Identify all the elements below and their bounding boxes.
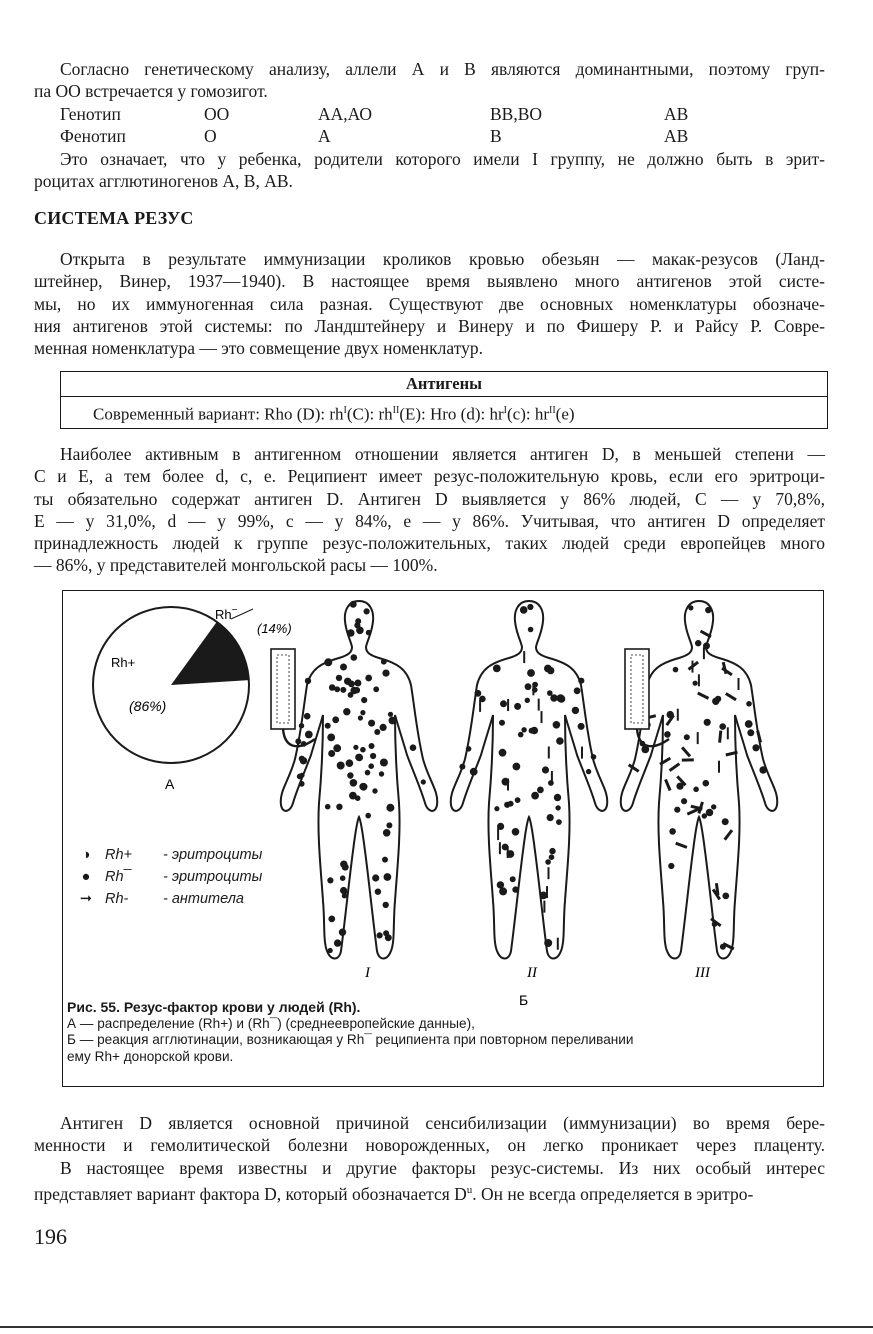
- table-cell: ВВ,ВО: [490, 104, 543, 124]
- erythrocyte-dot: [375, 889, 381, 895]
- genotype-table: [60, 103, 760, 147]
- erythrocyte-dot: [346, 759, 354, 767]
- pie-pct-rh-positive: (86%): [129, 698, 167, 714]
- erythrocyte-dot: [353, 745, 358, 750]
- table-row: [60, 125, 760, 147]
- antigens-table: [60, 371, 828, 429]
- text-line: па ОО встречается у гомозигот.: [34, 81, 268, 102]
- text-line: В настоящее время известны и другие факторы резус-системы. Из них особый интерес: [60, 1157, 825, 1178]
- erythrocyte-dot: [470, 768, 478, 776]
- erythrocyte-dot: [500, 700, 507, 707]
- text-line: ния антигенов этой системы: по Ландштейнеру и Винеру и по Фишеру Р. и Райсу Р. Совре-: [34, 315, 825, 336]
- erythrocyte-dot: [722, 818, 729, 825]
- erythrocyte-dot: [518, 732, 524, 738]
- text-line: менности и гемолитической болезни новорожденных, он легко проникает через плаценту.: [34, 1135, 825, 1156]
- erythrocyte-dot: [702, 813, 707, 818]
- erythrocyte-dot: [389, 717, 397, 725]
- text-fragment: представляет вариант фактора D, который обозначается D: [34, 1183, 467, 1204]
- pie-pct-rh-negative: (14%): [257, 621, 292, 636]
- legend-key: Rh+: [105, 847, 133, 863]
- antigens-part: (c): hr: [506, 404, 549, 424]
- erythrocyte-dot: [557, 694, 565, 702]
- erythrocyte-dot: [361, 697, 367, 703]
- erythrocyte-dot: [337, 762, 345, 770]
- erythrocyte-dot: [547, 690, 553, 696]
- superscript: II: [392, 405, 400, 416]
- erythrocyte-dot: [384, 873, 392, 881]
- erythrocyte-dot: [383, 829, 391, 837]
- table-row: [60, 103, 760, 125]
- erythrocyte-dot: [555, 805, 560, 810]
- erythrocyte-dot: [372, 874, 379, 881]
- erythrocyte-dot: [377, 932, 383, 938]
- erythrocyte-dot: [532, 687, 538, 693]
- erythrocyte-dot: [529, 728, 535, 734]
- erythrocyte-dot: [554, 794, 561, 801]
- erythrocyte-dot: [340, 664, 347, 671]
- arrow-icon: ➞: [79, 891, 93, 907]
- erythrocyte-dot: [380, 724, 387, 731]
- erythrocyte-dot: [324, 658, 332, 666]
- erythrocyte-dot: [544, 939, 552, 947]
- erythrocyte-dot: [720, 944, 726, 950]
- erythrocyte-dot: [719, 723, 726, 730]
- table-cell: ОО: [204, 104, 230, 124]
- erythrocyte-dot: [327, 734, 335, 742]
- erythrocyte-dot: [547, 814, 554, 821]
- erythrocyte-dot: [373, 686, 379, 692]
- erythrocyte-dot: [339, 929, 346, 936]
- erythrocyte-dot: [578, 678, 584, 684]
- erythrocyte-dot: [664, 731, 671, 738]
- after-figure-paragraph: [34, 1112, 825, 1205]
- text-line: С и Е, а тем более d, с, е. Реципиент имеет резус-положительную кровь, если его эритроци-: [34, 466, 825, 487]
- panel-label-a: А: [165, 776, 175, 792]
- erythrocyte-dot: [383, 902, 389, 908]
- erythrocyte-dot: [305, 731, 313, 739]
- erythrocyte-dot: [693, 681, 698, 686]
- erythrocyte-dot: [354, 680, 361, 687]
- superscript: I: [343, 405, 347, 416]
- page-number: 196: [34, 1224, 67, 1249]
- erythrocyte-dot: [386, 804, 394, 812]
- erythrocyte-dot: [494, 806, 499, 811]
- row-label: Генотип: [60, 104, 121, 124]
- superscript: u: [466, 1183, 473, 1196]
- superscript: II: [549, 405, 556, 416]
- erythrocyte-dot: [304, 713, 311, 720]
- intro-paragraph: [34, 58, 825, 103]
- text-line: [34, 1179, 825, 1205]
- erythrocyte-dot: [668, 863, 674, 869]
- erythrocyte-dot: [514, 703, 521, 710]
- erythrocyte-dot: [344, 678, 351, 685]
- figure-body-stage-2: [451, 601, 608, 959]
- legend-value: - антитела: [163, 891, 244, 907]
- erythrocyte-dot: [355, 754, 362, 761]
- erythrocyte-dot: [295, 738, 301, 744]
- erythrocyte-dot: [459, 764, 465, 770]
- erythrocyte-dot: [328, 750, 335, 757]
- erythrocyte-dot: [350, 779, 358, 787]
- conclusion-paragraph: [34, 148, 825, 193]
- erythrocyte-dot: [527, 669, 535, 677]
- erythrocyte-dot: [380, 759, 388, 767]
- erythrocyte-dot: [333, 744, 341, 752]
- erythrocyte-dot: [360, 710, 365, 715]
- erythrocyte-dot: [305, 678, 311, 684]
- text-line: Согласно генетическому анализу, аллели А и В являются доминантными, поэтому груп-: [60, 59, 825, 79]
- erythrocyte-dot: [722, 893, 729, 900]
- erythrocyte-dot: [502, 778, 510, 786]
- erythrocyte-dot: [340, 861, 347, 868]
- erythrocyte-dot: [334, 939, 341, 946]
- text-line: менная номенклатура — это совмещение двух номенклатур.: [34, 338, 484, 359]
- erythrocyte-dot: [578, 723, 585, 730]
- blood-bag-icon: [625, 649, 649, 729]
- erythrocyte-dot: [673, 667, 679, 673]
- erythrocyte-dot: [349, 792, 357, 800]
- erythrocyte-dot: [368, 720, 375, 727]
- erythrocyte-dot: [674, 807, 680, 813]
- figure-55: [62, 590, 824, 1087]
- caption-line: А — распределение (Rh+) и (Rh¯) (среднеевропейские данные),: [67, 1015, 475, 1031]
- erythrocyte-dot: [695, 640, 701, 646]
- erythrocyte-dot: [681, 798, 687, 804]
- blood-bag-icon: [271, 649, 295, 729]
- erythrocyte-dot: [381, 659, 387, 665]
- erythrocyte-dot: [520, 606, 528, 614]
- text-line: Е — у 31,0%, d — у 99%, с — у 84%, е — у 86%. Учитывая, что антиген D определяет: [34, 510, 825, 531]
- erythrocyte-dot: [350, 687, 357, 694]
- antigens-modern-variant: [93, 399, 575, 427]
- stage-label-3: III: [695, 965, 710, 981]
- erythrocyte-dot: [342, 893, 347, 898]
- text-line: Антиген D является основной причиной сенсибилизации (иммунизации) во время бере-: [60, 1113, 825, 1133]
- erythrocyte-dot: [383, 930, 389, 936]
- legend-key: Rh-: [105, 891, 129, 907]
- legend-key: Rh¯: [105, 869, 132, 885]
- text-line: штейнер, Винер, 1937—1940). В настоящее время выявлено много антигенов этой систе-: [34, 271, 825, 292]
- table-cell: АВ: [664, 104, 689, 124]
- erythrocyte-dot: [688, 605, 693, 610]
- erythrocyte-dot: [527, 604, 533, 610]
- erythrocyte-dot: [382, 670, 389, 677]
- erythrocyte-dot: [676, 783, 683, 790]
- erythrocyte-dot: [745, 720, 753, 728]
- erythrocyte-dot: [537, 787, 544, 794]
- legend-value: - эритроциты: [163, 869, 263, 885]
- erythrocyte-dot: [336, 804, 342, 810]
- erythrocyte-dot: [347, 629, 355, 637]
- erythrocyte-dot: [499, 887, 507, 895]
- erythrocyte-dot: [351, 654, 358, 661]
- text-line: Это означает, что у ребенка, родители которого имели I группу, не должно быть в эрит-: [60, 149, 825, 169]
- erythrocyte-dot: [386, 822, 392, 828]
- erythrocyte-dot: [513, 763, 521, 771]
- erythrocyte-dot: [497, 881, 504, 888]
- row-label: Фенотип: [60, 126, 126, 146]
- erythrocyte-dot: [379, 771, 384, 776]
- stage-label-1: I: [365, 965, 370, 981]
- table-cell: А: [318, 126, 331, 146]
- erythrocyte-dot: [704, 719, 711, 726]
- superscript: I: [503, 405, 507, 416]
- erythrocyte-dot: [572, 707, 579, 714]
- caption-line: Б — реакция агглютинации, возникающая у Rh¯ реципиента при повторном переливании: [67, 1032, 634, 1047]
- erythrocyte-dot: [421, 779, 426, 784]
- erythrocyte-dot: [365, 813, 371, 819]
- erythrocyte-dot: [556, 737, 564, 745]
- erythrocyte-dot: [493, 665, 501, 673]
- antigens-part: (C): rh: [346, 404, 393, 424]
- erythrocyte-dot: [703, 780, 710, 787]
- erythrocyte-dot: [369, 743, 375, 749]
- erythrocyte-dot: [703, 642, 710, 649]
- erythrocyte-dot: [325, 723, 331, 729]
- antigens-header: Антигены: [61, 372, 827, 397]
- erythrocyte-dot: [365, 770, 371, 776]
- text-line: ты обязательно содержат антиген D. Антиген D выявляется у 86% людей, С — у 70,8%,: [34, 488, 825, 509]
- erythrocyte-dot: [591, 754, 597, 760]
- erythrocyte-dot: [525, 683, 532, 690]
- erythrocyte-dot: [327, 877, 333, 883]
- erythrocyte-dot: [544, 665, 552, 673]
- erythrocyte-dot: [360, 783, 368, 791]
- erythrocyte-dot: [366, 630, 372, 636]
- erythrocyte-dot: [515, 797, 521, 803]
- erythrocyte-dot: [497, 823, 504, 830]
- erythrocyte-dot: [542, 766, 549, 773]
- erythrocyte-dot: [350, 601, 357, 608]
- agglutination-cluster: [720, 731, 721, 743]
- erythrocyte-dot: [549, 848, 555, 854]
- erythrocyte-dot: [499, 749, 507, 757]
- erythrocyte-dot: [328, 948, 333, 953]
- erythrocyte-dot: [340, 875, 346, 881]
- table-cell: О: [204, 126, 217, 146]
- erythrocyte-dot: [329, 684, 336, 691]
- figure-body-stage-1: [281, 601, 438, 959]
- erythrocyte-dot: [358, 715, 363, 720]
- text-line: — 86%, у представителей монгольской расы — 100%.: [34, 555, 438, 576]
- erythrocyte-dot: [746, 701, 752, 707]
- erythrocyte-dot: [368, 763, 374, 769]
- erythrocyte-dot: [299, 756, 305, 762]
- pie-label-rh-positive: Rh+: [111, 655, 136, 670]
- erythrocyte-dot: [669, 828, 676, 835]
- erythrocyte-dot: [550, 694, 557, 701]
- erythrocyte-dot: [475, 690, 482, 697]
- erythrocyte-dot: [374, 729, 380, 735]
- erythrocyte-dot: [549, 854, 555, 860]
- antigens-part: (e): [555, 404, 575, 424]
- erythrocyte-dot: [684, 734, 690, 740]
- erythrocyte-dot: [510, 876, 516, 882]
- text-fragment: . Он не всегда определяется в эритро-: [472, 1183, 754, 1204]
- antigens-part: (E): Hro (d): hr: [399, 404, 504, 424]
- erythrocyte-dot: [532, 682, 538, 688]
- erythrocyte-dot: [711, 804, 716, 809]
- text-line: Открыта в результате иммунизации кроликов кровью обезьян — макак-резусов (Ланд-: [60, 249, 825, 269]
- activity-paragraph: [34, 443, 825, 577]
- erythrocyte-dot: [759, 766, 766, 773]
- erythrocyte-dot: [343, 708, 350, 715]
- erythrocyte-dot: [325, 804, 331, 810]
- erythrocyte-dot: [531, 792, 539, 800]
- legend-value: - эритроциты: [163, 847, 263, 863]
- text-line: Наиболее активным в антигенном отношении является антиген D, в меньшей степени —: [60, 444, 825, 464]
- erythrocyte-dot: [354, 622, 360, 628]
- caption-title: Рис. 55. Резус-фактор крови у людей (Rh).: [67, 999, 361, 1015]
- erythrocyte-dot: [512, 886, 518, 892]
- erythrocyte-dot: [364, 608, 370, 614]
- panel-label-b: Б: [519, 992, 529, 1008]
- text-line: принадлежность людей к группе резус-положительных, таких людей среди европейцев много: [34, 533, 825, 554]
- erythrocyte-dot: [667, 711, 674, 718]
- erythrocyte-dot: [410, 744, 417, 751]
- erythrocyte-dot: [299, 723, 304, 728]
- erythrocyte-dot: [752, 744, 759, 751]
- erythrocyte-dot: [512, 828, 520, 836]
- erythrocyte-dot: [712, 698, 719, 705]
- erythrocyte-dot: [328, 916, 335, 923]
- stage-label-2: II: [527, 965, 537, 981]
- erythrocyte-dot: [521, 727, 526, 732]
- erythrocyte-dot: [556, 819, 562, 825]
- erythrocyte-dot: [525, 698, 530, 703]
- rh-pie-chart: [93, 605, 292, 792]
- agglutination-cluster: [716, 883, 718, 895]
- erythrocyte-dot: [705, 607, 711, 613]
- erythrocyte-dot: [693, 787, 699, 793]
- pie-label-rh-negative: Rh−: [215, 605, 238, 622]
- erythrocyte-dot: [388, 712, 393, 717]
- erythrocyte-dot: [586, 769, 591, 774]
- erythrocyte-dot: [340, 687, 346, 693]
- erythrocyte-dot: [370, 753, 376, 759]
- discovery-paragraph: [34, 248, 825, 359]
- erythrocyte-dot: [360, 747, 366, 753]
- erythrocyte-dot: [340, 887, 347, 894]
- erythrocyte-dot: [299, 781, 305, 787]
- section-title: СИСТЕМА РЕЗУС: [34, 208, 194, 228]
- table-cell: АА,АО: [318, 104, 373, 124]
- half-filled-circle-icon: ◑: [81, 847, 91, 863]
- erythrocyte-dot: [574, 687, 581, 694]
- erythrocyte-dot: [336, 675, 342, 681]
- caption-line: ему Rh+ донорской крови.: [67, 1048, 234, 1064]
- erythrocyte-dot: [299, 773, 304, 778]
- erythrocyte-dot: [466, 746, 472, 752]
- text-line: роцитах агглютиногенов А, В, АВ.: [34, 171, 293, 192]
- erythrocyte-dot: [508, 801, 514, 807]
- figure-caption: [67, 999, 807, 1065]
- erythrocyte-dot: [499, 720, 505, 726]
- erythrocyte-dot: [747, 729, 754, 736]
- erythrocyte-dot: [382, 857, 388, 863]
- table-cell: АВ: [664, 126, 689, 146]
- text-line: мы, но их иммуногенная сила разная. Существуют две основных номенклатуры обозначе-: [34, 293, 825, 314]
- erythrocyte-dot: [365, 675, 372, 682]
- antigens-prefix: Современный вариант: Rho (D): rh: [93, 404, 344, 424]
- erythrocyte-dot: [332, 716, 339, 723]
- filled-circle-icon: ●: [81, 869, 91, 885]
- erythrocyte-dot: [528, 627, 534, 633]
- erythrocyte-dot: [372, 788, 377, 793]
- page-bottom-rule: [0, 1326, 873, 1328]
- erythrocyte-dot: [553, 721, 561, 729]
- erythrocyte-dot: [347, 772, 353, 778]
- erythrocyte-dot: [545, 859, 551, 865]
- table-cell: В: [490, 126, 502, 146]
